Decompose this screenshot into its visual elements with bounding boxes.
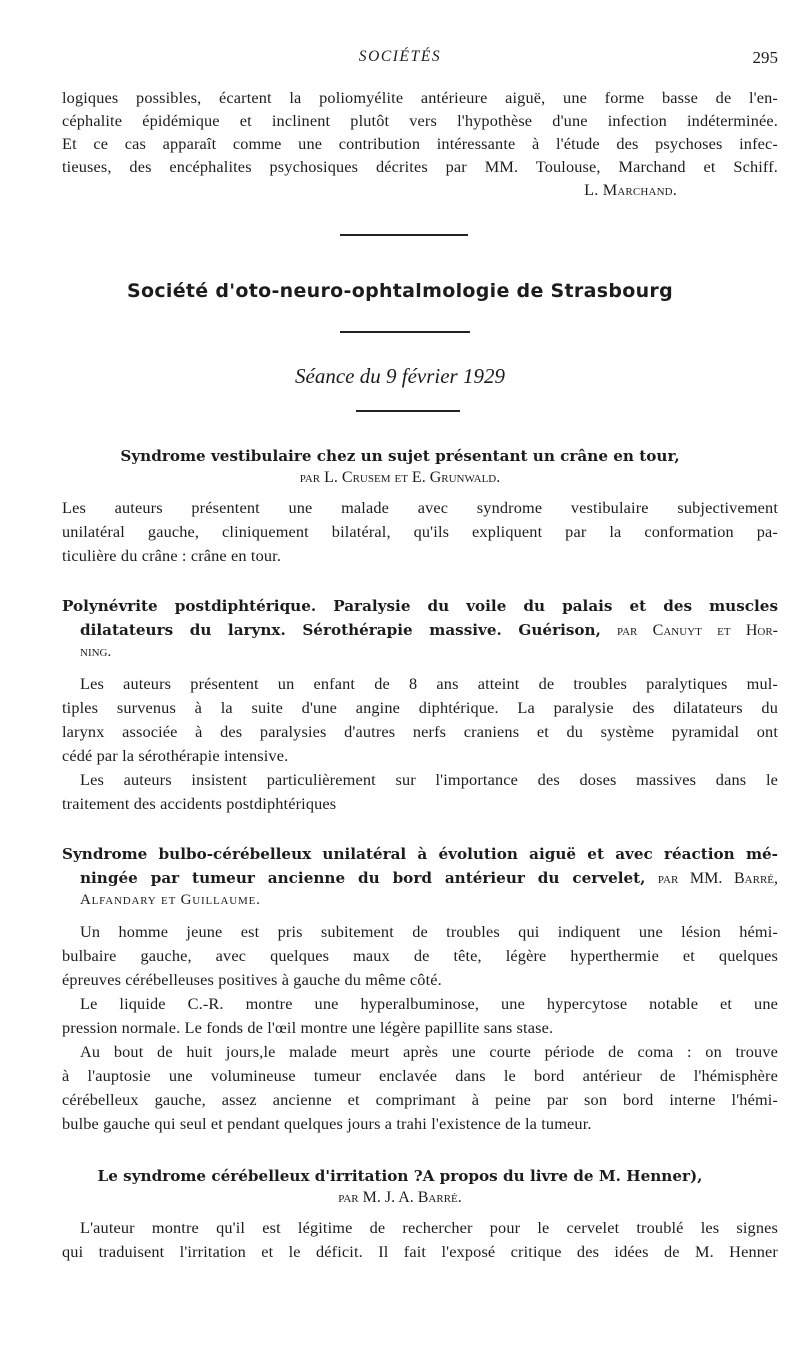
intro-line-1: logiques possibles, écartent la poliomyélite antérieure aiguë, une forme basse de l'en- xyxy=(62,88,778,107)
article-2-line-4: cédé par la sérothérapie intensive. xyxy=(62,746,289,765)
article-3-line-3: épreuves cérébelleuses positives à gauche du même côté. xyxy=(62,970,442,989)
article-2-line-3: larynx associée à des paralysies d'autres nerfs craniens et du système pyramidal ont xyxy=(62,722,778,741)
article-1-line-1: Les auteurs présentent une malade avec syndrome vestibulaire subjectivement xyxy=(62,498,778,517)
signature: L. Marchand. xyxy=(584,180,677,199)
article-2-title-2: dilatateurs du larynx. Sérothérapie massive. Guérison, par Canuyt et Hor- xyxy=(80,621,778,639)
article-3-line-9: bulbe gauche qui seul et pendant quelques jours a trahi l'existence de la tumeur. xyxy=(62,1114,592,1133)
page-number: 295 xyxy=(752,48,778,67)
article-3-line-5: pression normale. Le fonds de l'œil montre une légère papillite sans stase. xyxy=(62,1018,554,1037)
article-2-line-5: Les auteurs insistent particulièrement sur l'importance des doses massives dans le xyxy=(80,770,778,789)
article-4-line-2: qui traduisent l'irritation et le déficit. Il fait l'exposé critique des idées de M. Henner xyxy=(62,1242,778,1261)
article-3-title-3: Alfandary et Guillaume. xyxy=(80,892,261,908)
article-2-line-6: traitement des accidents postdiphtériques xyxy=(62,794,337,813)
article-1-line-2: unilatéral gauche, cliniquement bilatéral, qu'ils expliquent par la conformation pa- xyxy=(62,522,778,541)
article-2-line-2: tiples survenus à la suite d'une angine diphtérique. La paralysie des dilatateurs du xyxy=(62,698,778,717)
intro-line-2: céphalite épidémique et inclinent plutôt vers l'hypothèse d'une infection indéterminée. xyxy=(62,111,778,130)
section-divider xyxy=(340,234,468,236)
running-head: SOCIÉTÉS xyxy=(358,48,442,65)
intro-line-3: Et ce cas apparaît comme une contribution intéressante à l'étude des psychoses infec- xyxy=(62,134,778,153)
intro-line-4: tieuses, des encéphalites psychosiques décrites par MM. Toulouse, Marchand et Schiff. xyxy=(62,157,778,176)
session-date: Séance du 9 février 1929 xyxy=(295,364,505,388)
article-2-title-3: ning. xyxy=(80,644,112,660)
article-3-line-6: Au bout de huit jours,le malade meurt après une courte période de coma : on trouve xyxy=(80,1042,778,1061)
title-divider xyxy=(340,331,470,333)
article-1-title: Syndrome vestibulaire chez un sujet présentant un crâne en tour, xyxy=(120,447,680,465)
society-title: Société d'oto-neuro-ophtalmologie de Strasbourg xyxy=(127,280,673,302)
article-4-title: Le syndrome cérébelleux d'irritation ?A propos du livre de M. Henner), xyxy=(97,1167,703,1185)
article-3-line-1: Un homme jeune est pris subitement de troubles qui indiquent une lésion hémi- xyxy=(80,922,778,941)
article-3-title-2: ningée par tumeur ancienne du bord antérieur du cervelet, par MM. Barré, xyxy=(80,869,778,887)
article-3-line-7: à l'auptosie une volumineuse tumeur enclavée dans le bord antérieur de l'hémisphère xyxy=(62,1066,778,1085)
article-4-line-1: L'auteur montre qu'il est légitime de rechercher pour le cervelet troublé les signes xyxy=(80,1218,778,1237)
article-2-title-1: Polynévrite postdiphtérique. Paralysie du voile du palais et des muscles xyxy=(62,597,778,615)
article-3-line-4: Le liquide C.-R. montre une hyperalbuminose, une hypercytose notable et une xyxy=(80,994,778,1013)
article-1-byline: par L. Crusem et E. Grunwald. xyxy=(299,469,501,486)
session-divider xyxy=(356,410,460,412)
article-3-line-8: cérébelleux gauche, assez ancienne et comprimant à peine par son bord interne l'hémi- xyxy=(62,1090,778,1109)
article-3-line-2: bulbaire gauche, avec quelques maux de tête, légère hyperthermie et quelques xyxy=(62,946,778,965)
article-3-title-1: Syndrome bulbo-cérébelleux unilatéral à évolution aiguë et avec réaction mé- xyxy=(62,845,778,863)
article-2-line-1: Les auteurs présentent un enfant de 8 ans atteint de troubles paralytiques mul- xyxy=(80,674,778,693)
article-4-byline: par M. J. A. Barré. xyxy=(338,1189,462,1206)
article-1-line-3: ticulière du crâne : crâne en tour. xyxy=(62,546,282,565)
